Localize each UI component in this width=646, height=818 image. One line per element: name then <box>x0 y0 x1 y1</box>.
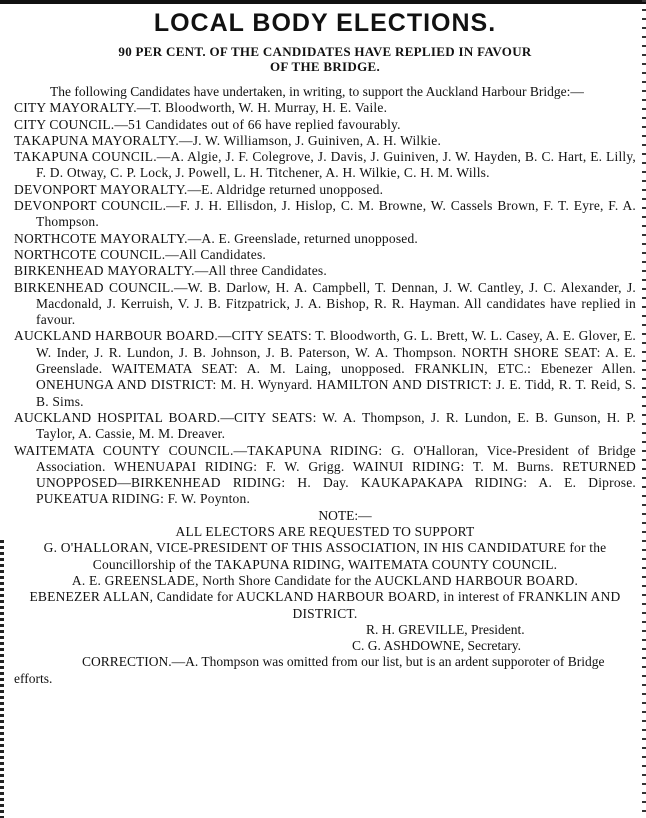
entry-waitemata-county-council: WAITEMATA COUNTY COUNCIL.—TAKAPUNA RIDING: G. O'Halloran, Vice-President of Bridge Association. WHENUAPAI RIDING: F. W. Grigg. WAINUI RIDING: T. M. Burns. RETURNED UNOPPOSED—BIRKENHEAD RIDING: H. Day. KAUKAPAKAPA RIDING: A. E. Diprose. PUKEATUA RIDING: F. W. Poynton. <box>14 442 636 507</box>
entry-northcote-mayoralty: NORTHCOTE MAYORALTY.—A. E. Greenslade, returned unopposed. <box>14 230 418 246</box>
correction-notice: CORRECTION.—A. Thompson was omitted from our list, but is an ardent supporoter of Bridge efforts. <box>14 654 605 686</box>
subtitle <box>14 44 636 74</box>
entry-devonport-council: DEVONPORT COUNCIL.—F. J. H. Ellisdon, J. Hislop, C. M. Browne, W. Cassels Brown, F. T. Eyre, F. A. Thompson. <box>14 198 636 230</box>
entry-auckland-harbour-board: AUCKLAND HARBOUR BOARD.—CITY SEATS: T. Bloodworth, G. L. Brett, W. L. Casey, A. E. Glover, E. W. Inder, J. R. Lundon, J. B. Johnson, J. B. Paterson, W. A. Thompson. NORTH SHORE SEAT: A. E. Greenslade. WAITEMATA SEAT: A. M. Laing, unopposed. FRANKLIN, ETC.: Ebenezer Allen. ONEHUNGA AND DISTRICT: M. H. Wynyard. HAMILTON AND DISTRICT: J. E. Tidd, R. T. Reid, S. B. Sims. <box>14 328 636 409</box>
signature-president: R. H. GREVILLE, President. <box>366 621 525 637</box>
note-electors-request: ALL ELECTORS ARE REQUESTED TO SUPPORT <box>175 524 475 540</box>
entry-auckland-hospital-board: AUCKLAND HOSPITAL BOARD.—CITY SEATS: W. A. Thompson, J. R. Lundon, E. B. Gunson, H. P. Taylor, A. Cassie, M. M. Dreaver. <box>14 409 636 442</box>
entry-takapuna-council: TAKAPUNA COUNCIL.—A. Algie, J. F. Colegrove, J. Davis, J. Guiniven, J. W. Hayden, B. C. Hart, E. Lilly, F. D. Otway, C. P. Lock, J. Powell, L. H. Titchener, A. H. Wilkie, C. H. M. Wills. <box>14 149 636 181</box>
entry-city-mayoralty: CITY MAYORALTY.—T. Bloodworth, W. H. Murray, H. E. Vaile. <box>14 100 388 116</box>
left-column-border <box>0 540 4 818</box>
entry-birkenhead-mayoralty: BIRKENHEAD MAYORALTY.—All three Candidates. <box>14 263 327 279</box>
entry-city-council: CITY COUNCIL.—51 Candidates out of 66 have replied favourably. <box>14 116 401 132</box>
right-column-border <box>642 0 646 818</box>
entry-northcote-council: NORTHCOTE COUNCIL.—All Candidates. <box>14 246 266 262</box>
note-allan: EBENEZER ALLAN, Candidate for AUCKLAND HARBOUR BOARD, in interest of FRANKLIN AND DISTRICT. <box>29 589 621 621</box>
entry-devonport-mayoralty: DEVONPORT MAYORALTY.—E. Aldridge returned unopposed. <box>14 181 384 197</box>
entry-takapuna-mayoralty: TAKAPUNA MAYORALTY.—J. W. Williamson, J. Guiniven, A. H. Wilkie. <box>14 132 442 148</box>
top-rule <box>0 0 646 4</box>
subtitle-line-1: 90 PER CENT. OF THE CANDIDATES HAVE REPLIED IN FAVOUR <box>118 44 532 59</box>
signature-secretary: C. G. ASHDOWNE, Secretary. <box>352 638 521 654</box>
note-heading: NOTE:— <box>318 507 372 523</box>
note-ohalloran: G. O'HALLORAN, VICE-PRESIDENT OF THIS ASSOCIATION, IN HIS CANDIDATURE for the Councillorship of the TAKAPUNA RIDING, WAITEMATA COUNTY COUNCIL. <box>43 540 607 572</box>
subtitle-line-2: OF THE BRIDGE. <box>269 59 381 74</box>
page-title: LOCAL BODY ELECTIONS. <box>153 9 497 37</box>
entry-birkenhead-council: BIRKENHEAD COUNCIL.—W. B. Darlow, H. A. Campbell, T. Dennan, J. W. Cantley, J. C. Alexander, J. Macdonald, J. Kerruish, V. J. B. Fitzpatrick, J. A. Bishop, R. R. Hayman. All candidates have replied in favour. <box>14 279 636 328</box>
note-greenslade: A. E. GREENSLADE, North Shore Candidate for the AUCKLAND HARBOUR BOARD. <box>71 572 579 588</box>
advertisement <box>14 8 636 687</box>
intro-paragraph: The following Candidates have undertaken, in writing, to support the Auckland Harbour Bridge:— <box>50 84 584 99</box>
